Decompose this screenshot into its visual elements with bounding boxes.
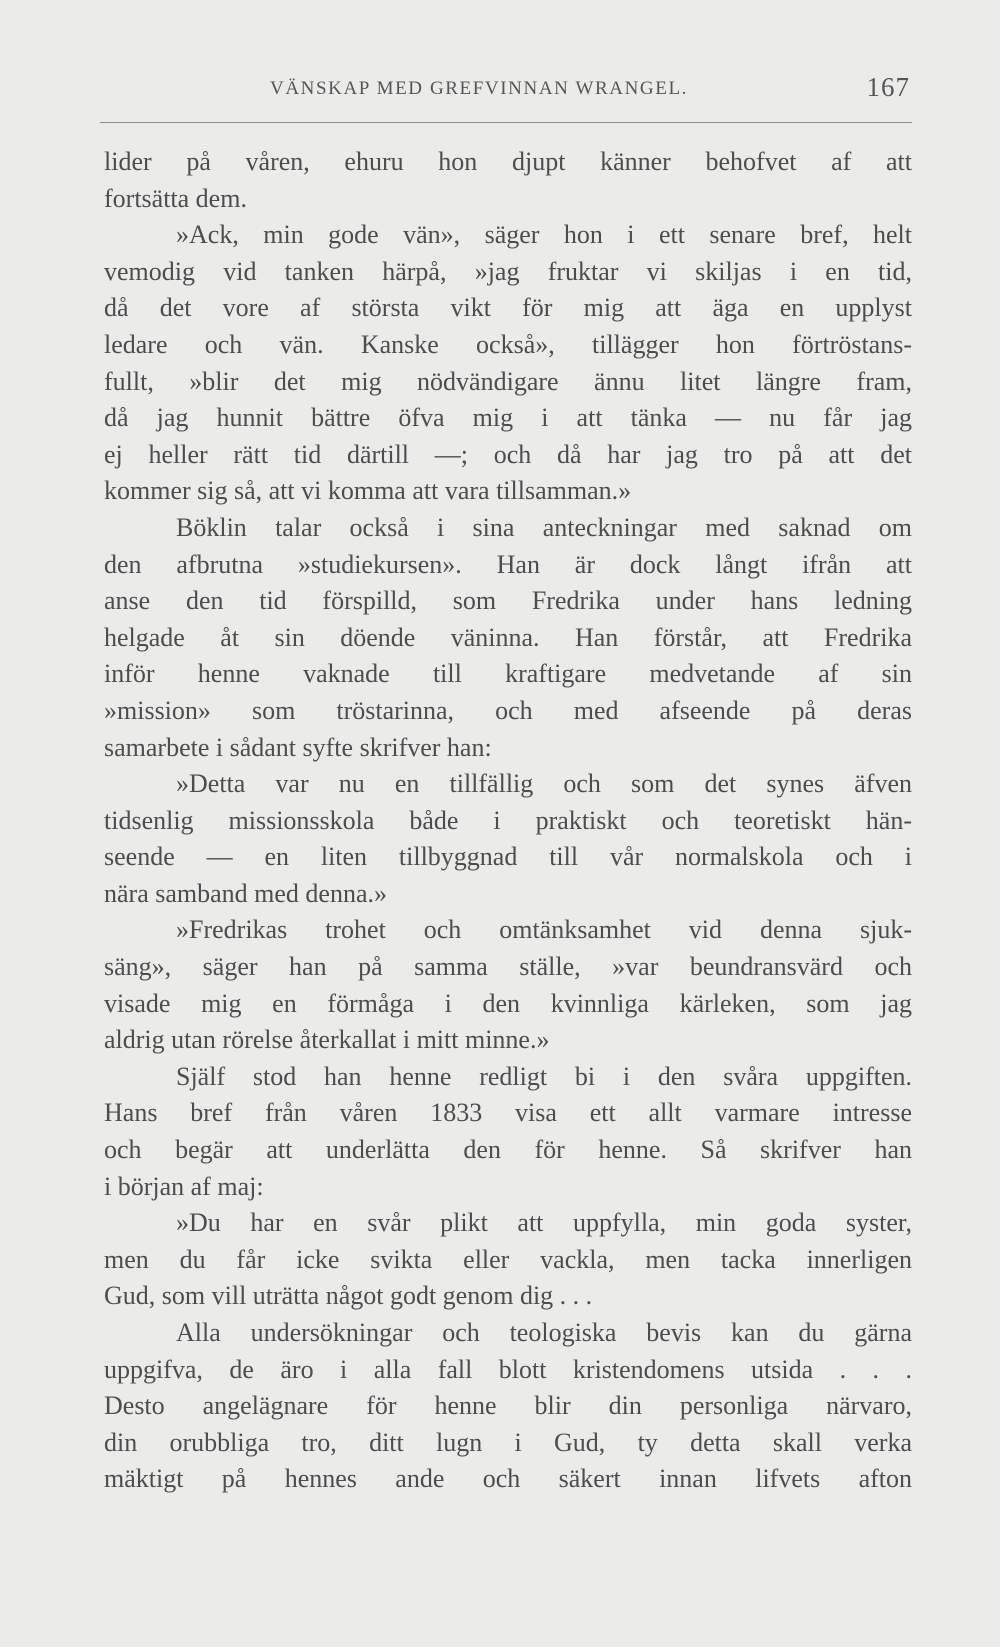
text-line: fortsätta dem. — [104, 183, 247, 213]
text-line: uppgifva, de äro i alla fall blott kristendomens utsida . . . — [104, 1354, 912, 1384]
text-line: säng», säger han på samma ställe, »var beundransvärd och — [104, 952, 912, 982]
text-line: i början af maj: — [104, 1171, 264, 1201]
text-line: vemodig vid tanken härpå, »jag fruktar vi skiljas i en tid, — [104, 256, 912, 286]
text-line: aldrig utan rörelse återkallat i mitt minne.» — [104, 1025, 550, 1055]
text-line: Själf stod han henne redligt bi i den svåra uppgiften. — [176, 1061, 912, 1091]
text-line: kommer sig så, att vi komma att vara tillsamman.» — [104, 476, 632, 506]
header-rule — [100, 122, 912, 123]
text-line: visade mig en förmåga i den kvinnliga kärleken, som jag — [104, 988, 912, 1018]
text-line: mäktigt på hennes ande och säkert innan lifvets afton — [104, 1464, 912, 1494]
text-line: då det vore af största vikt för mig att äga en upplyst — [104, 293, 912, 323]
text-line: ej heller rätt tid därtill —; och då har jag tro på att det — [104, 439, 912, 469]
text-line: Hans bref från våren 1833 visa ett allt varmare intresse — [104, 1098, 912, 1128]
text-line: Gud, som vill uträtta något godt genom dig . . . — [104, 1281, 593, 1311]
text-line: »Fredrikas trohet och omtänksamhet vid denna sjuk- — [176, 915, 912, 945]
text-line: nära samband med denna.» — [104, 878, 388, 908]
text-line: inför henne vaknade till kraftigare medvetande af sin — [104, 659, 912, 689]
text-line: fullt, »blir det mig nödvändigare ännu litet längre fram, — [104, 366, 912, 396]
text-line: samarbete i sådant syfte skrifver han: — [104, 732, 492, 762]
text-line: »Detta var nu en tillfällig och som det synes äfven — [176, 769, 912, 799]
text-line: Alla undersökningar och teologiska bevis kan du gärna — [176, 1318, 912, 1347]
page-number: 167 — [866, 72, 910, 102]
text-line: den afbrutna »studiekursen». Han är dock långt ifrån att — [104, 549, 912, 579]
page-header — [100, 72, 910, 108]
text-line: då jag hunnit bättre öfva mig i att tänka — nu får jag — [104, 403, 912, 433]
body-text — [104, 144, 912, 1498]
text-line: »Du har en svår plikt att uppfylla, min goda syster, — [176, 1208, 912, 1238]
text-line: tidsenlig missionsskola både i praktiskt och teoretiskt hän- — [104, 805, 912, 835]
text-line: anse den tid förspilld, som Fredrika under hans ledning — [104, 586, 912, 616]
running-head: VÄNSKAP MED GREFVINNAN WRANGEL. — [270, 78, 688, 99]
text-line: din orubbliga tro, ditt lugn i Gud, ty detta skall verka — [104, 1427, 912, 1457]
text-line: seende — en liten tillbyggnad till vår normalskola och i — [104, 842, 912, 872]
text-line: lider på våren, ehuru hon djupt känner behofvet af att — [104, 147, 912, 176]
text-line: »mission» som tröstarinna, och med afseende på deras — [104, 695, 912, 725]
text-line: Desto angelägnare för henne blir din personliga närvaro, — [104, 1391, 912, 1421]
text-line: helgade åt sin döende väninna. Han förstår, att Fredrika — [104, 622, 912, 652]
text-line: Böklin talar också i sina anteckningar med saknad om — [176, 512, 912, 542]
text-line: och begär att underlätta den för henne. Så skrifver han — [104, 1135, 912, 1165]
text-line: ledare och vän. Kanske också», tillägger hon förtröstans- — [104, 329, 912, 359]
text-line: »Ack, min gode vän», säger hon i ett senare bref, helt — [176, 220, 912, 250]
text-line: men du får icke svikta eller vackla, men tacka innerligen — [104, 1244, 912, 1274]
